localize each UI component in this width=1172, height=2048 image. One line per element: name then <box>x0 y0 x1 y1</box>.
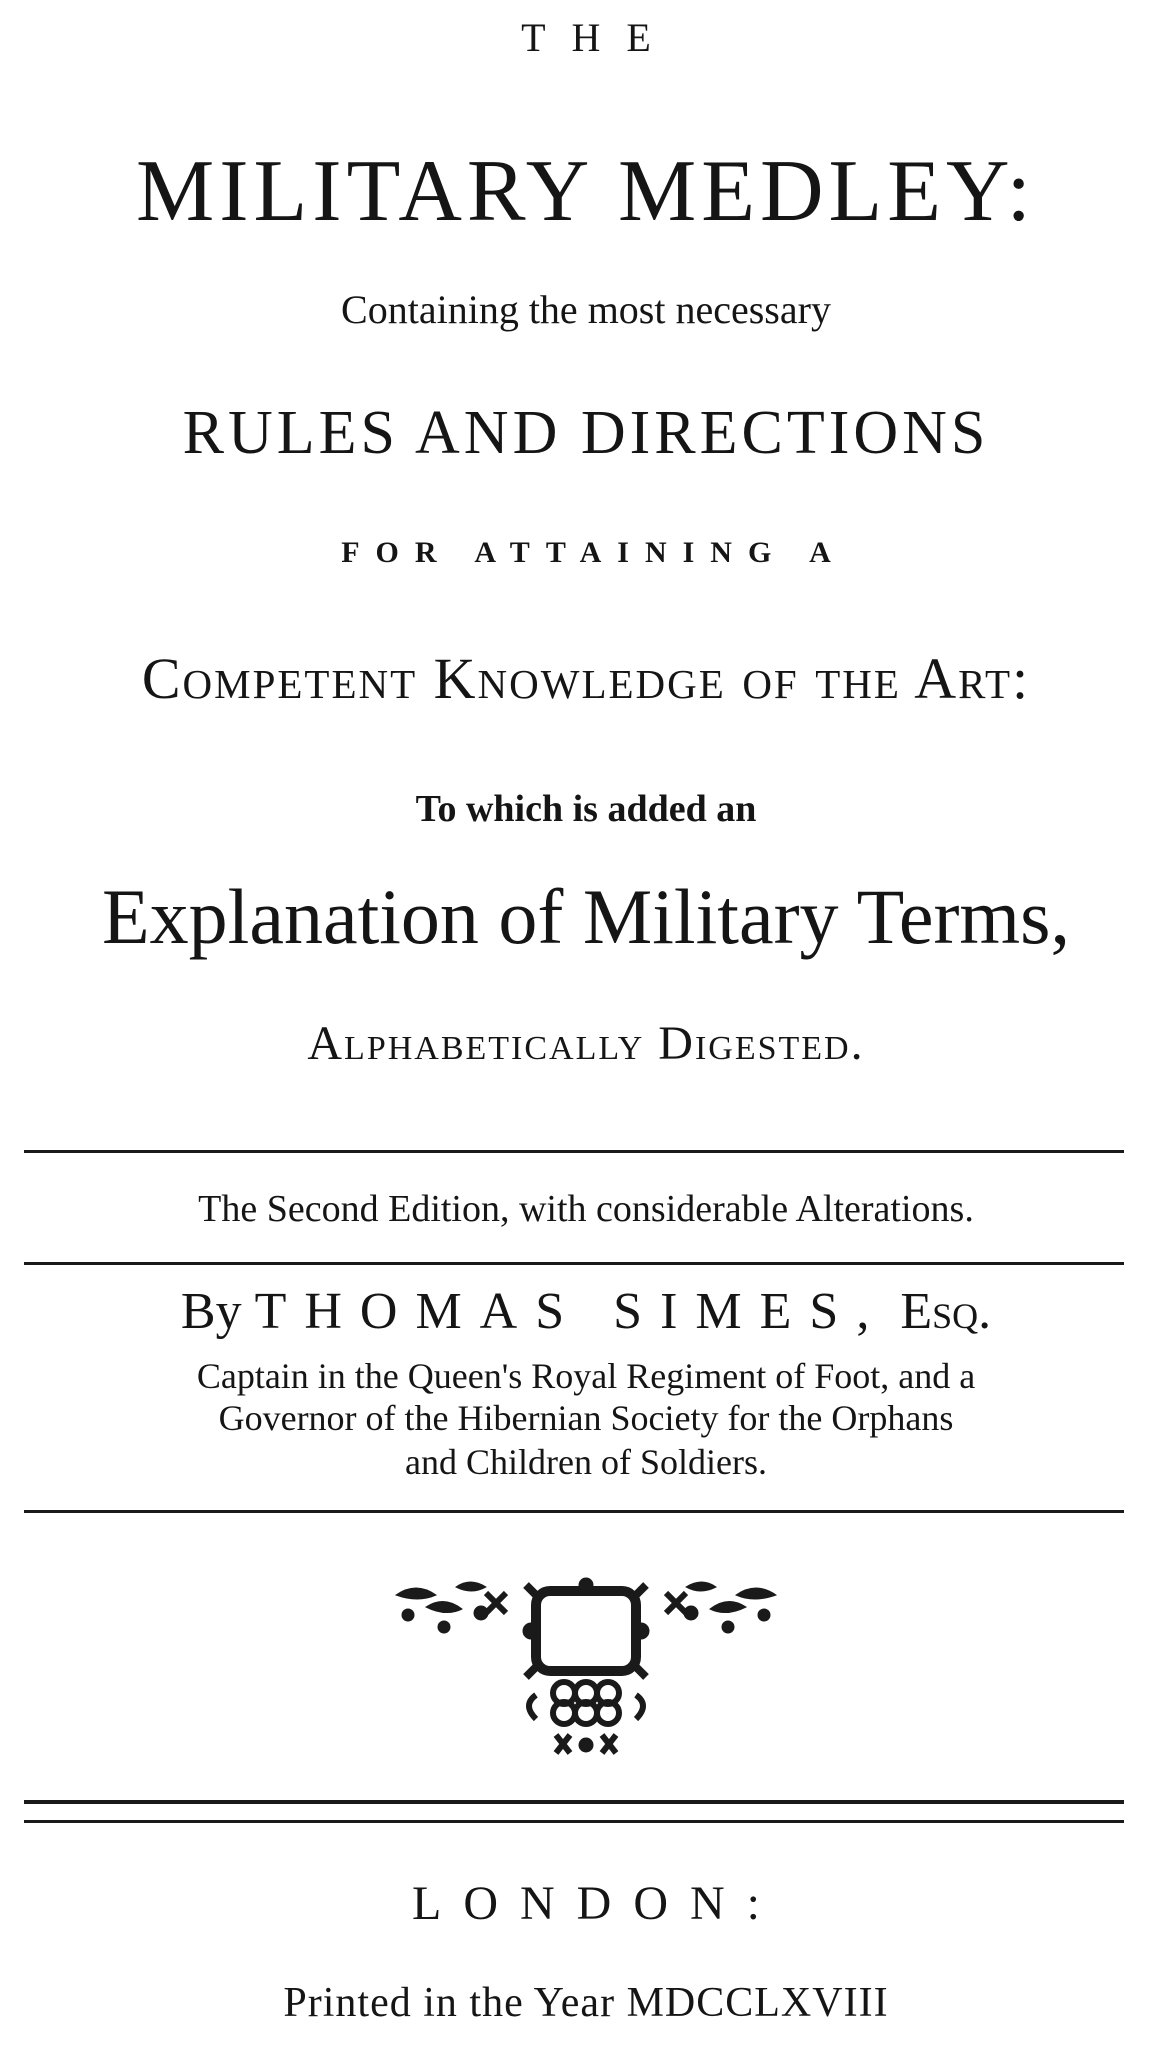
divider-rule <box>24 1800 1124 1804</box>
imprint-place: LONDON: <box>412 1877 782 1930</box>
author-title-line-3: and Children of Soldiers. <box>405 1442 767 1482</box>
subtitle-alphabetically-digested: Alphabetically Digested. <box>307 1017 865 1070</box>
subtitle-competent-knowledge: Competent Knowledge of the Art: <box>141 646 1031 711</box>
author-line <box>0 1283 1172 1340</box>
subtitle-rules-and-directions: RULES AND DIRECTIONS <box>182 399 990 467</box>
author-by: By <box>180 1283 242 1340</box>
author-title-line-2: Governor of the Hibernian Society for the Orphans <box>218 1398 954 1438</box>
floral-printers-ornament-icon <box>386 1575 786 1760</box>
divider-rule <box>24 1510 1124 1513</box>
subtitle-for-attaining: FOR ATTAINING A <box>341 536 847 569</box>
divider-rule <box>24 1262 1124 1265</box>
author-name: THOMAS SIMES, <box>254 1283 888 1340</box>
imprint-line <box>0 1982 1172 2024</box>
edition-statement: The Second Edition, with considerable Alterations. <box>198 1188 974 1230</box>
imprint-year: MDCCLXVIII <box>626 1980 889 2026</box>
subtitle-explanation: Explanation of Military Terms, <box>102 873 1070 960</box>
author-suffix: Esq. <box>900 1283 992 1340</box>
imprint-printed-prefix: Printed in the Year <box>283 1980 616 2026</box>
divider-rule <box>24 1820 1124 1823</box>
heading-the: THE <box>521 15 677 60</box>
author-title-line-1: Captain in the Queen's Royal Regiment of Foot, and a <box>196 1356 976 1396</box>
divider-rule <box>24 1150 1124 1153</box>
subtitle-to-which-is-added: To which is added an <box>415 788 757 830</box>
subtitle-containing: Containing the most necessary <box>341 287 831 332</box>
main-title: MILITARY MEDLEY: <box>136 143 1036 240</box>
